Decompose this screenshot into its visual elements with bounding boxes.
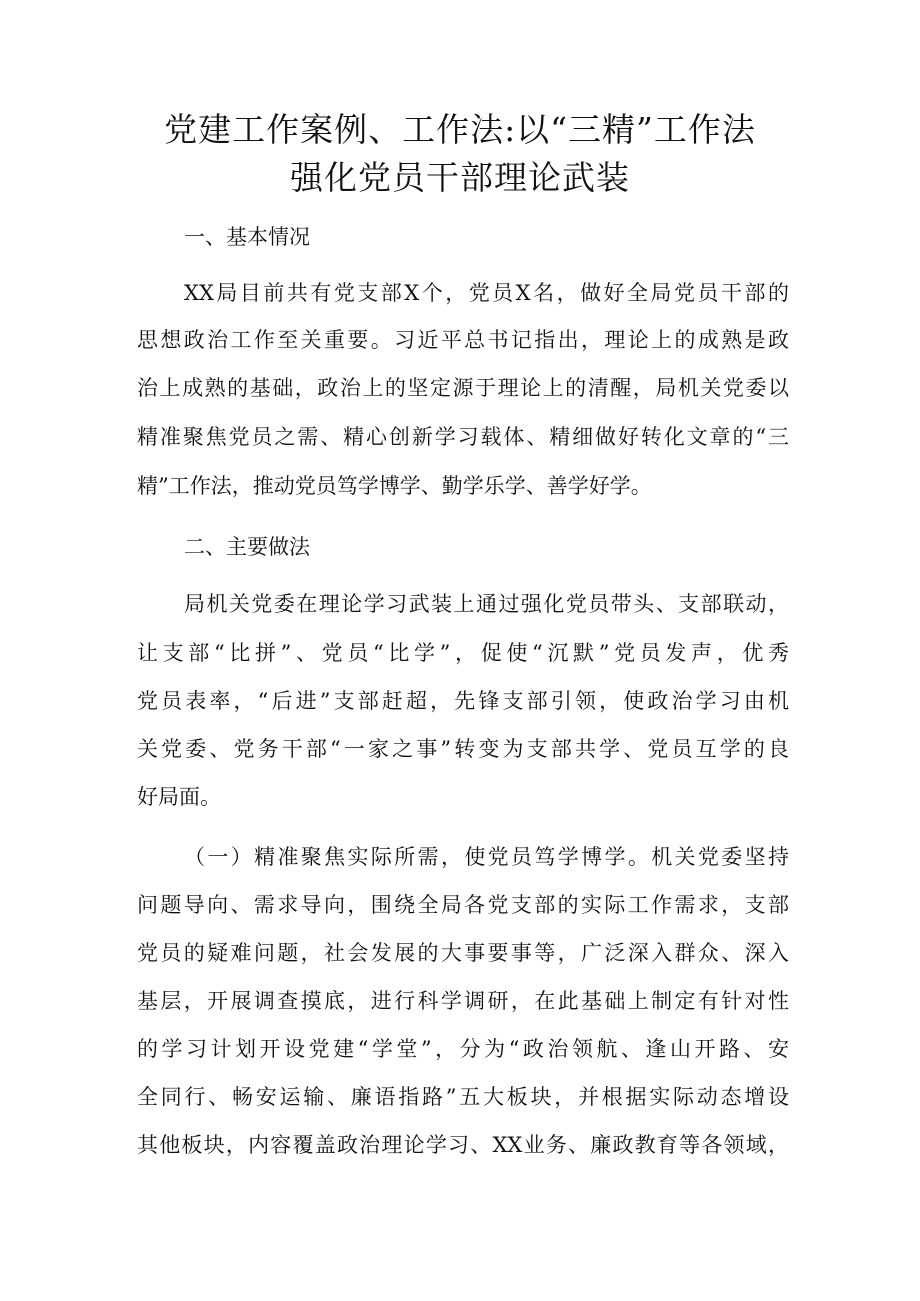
paragraph-line: 局机关党委在理论学习武装上通过强化党员带头、支部联动， <box>184 592 789 616</box>
paragraph-line: 的学习计划开设党建“学堂”，分为“政治领航、逢山开路、安 <box>137 1037 789 1061</box>
paragraph-line: 党员的疑难问题，社会发展的大事要事等，广泛深入群众、深入 <box>137 941 789 965</box>
paragraph-line: 精”工作法，推动党员笃学博学、勤学乐学、善学好学。 <box>137 474 652 498</box>
paragraph-line: 治上成熟的基础，政治上的坚定源于理论上的清醒，局机关党委以 <box>137 376 789 400</box>
paragraph-line: 全同行、畅安运输、廉语指路”五大板块，并根据实际动态增设 <box>137 1085 789 1109</box>
section-heading-main-practices: 二、主要做法 <box>184 535 310 559</box>
paragraph-line: XX局目前共有党支部X个，党员X名，做好全局党员干部的 <box>184 281 789 305</box>
paragraph-line: 其他板块，内容覆盖政治理论学习、XX业务、廉政教育等各领域， <box>137 1133 789 1157</box>
paragraph-line: 让支部“比拼”、党员“比学”，促使“沉默”党员发声，优秀 <box>137 641 789 665</box>
document-title-line-1: 党建工作案例、工作法:以“三精”工作法 <box>164 110 756 149</box>
paragraph-line: （一）精准聚焦实际所需，使党员笃学博学。机关党委坚持 <box>184 845 789 869</box>
paragraph-line: 思想政治工作至关重要。习近平总书记指出，理论上的成熟是政 <box>137 328 789 352</box>
paragraph-line: 好局面。 <box>137 785 221 809</box>
paragraph-line: 关党委、党务干部“一家之事”转变为支部共学、党员互学的良 <box>137 737 789 761</box>
section-heading-basic-situation: 一、基本情况 <box>184 225 310 249</box>
paragraph-line: 精准聚焦党员之需、精心创新学习载体、精细做好转化文章的“三 <box>137 425 789 449</box>
paragraph-line: 基层，开展调查摸底，进行科学调研，在此基础上制定有针对性 <box>137 989 789 1013</box>
paragraph-line: 问题导向、需求导向，围绕全局各党支部的实际工作需求，支部 <box>137 893 789 917</box>
document-title-line-2: 强化党员干部理论武装 <box>290 158 630 197</box>
paragraph-line: 党员表率，“后进”支部赶超，先锋支部引领，使政治学习由机 <box>137 689 789 713</box>
